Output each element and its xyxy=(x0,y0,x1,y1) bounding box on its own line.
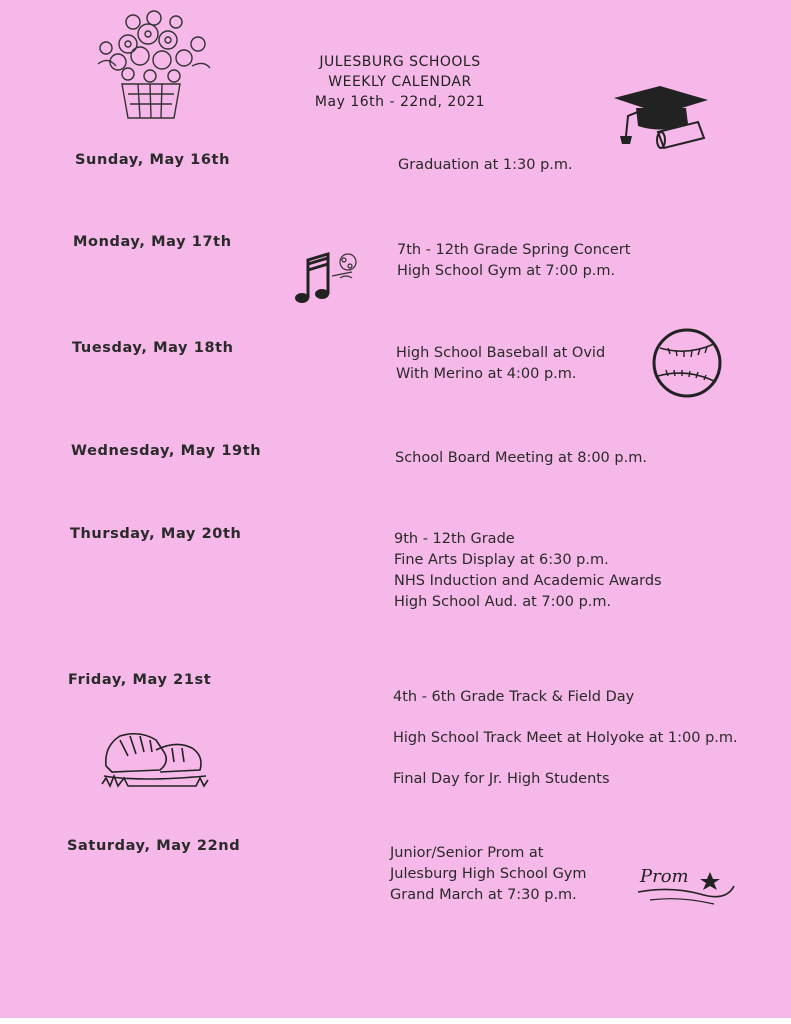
event-line: High School Aud. at 7:00 p.m. xyxy=(394,594,612,610)
flower-basket-icon xyxy=(88,4,218,122)
events-friday xyxy=(393,677,738,800)
events-wednesday xyxy=(395,448,647,469)
graduation-cap-icon xyxy=(608,82,712,154)
event-line: 7th - 12th Grade Spring Concert xyxy=(397,242,631,258)
event-line: With Merino at 4:00 p.m. xyxy=(396,366,577,382)
event-line: School Board Meeting at 8:00 p.m. xyxy=(395,450,647,466)
event-line: Graduation at 1:30 p.m. xyxy=(398,157,573,173)
running-shoes-icon xyxy=(100,726,212,790)
music-note-icon xyxy=(292,248,362,310)
prom-logo-icon xyxy=(630,852,738,910)
event-line: Fine Arts Display at 6:30 p.m. xyxy=(394,552,609,568)
day-label-wednesday: Wednesday, May 19th xyxy=(71,443,262,459)
events-monday xyxy=(397,240,630,282)
page-edge xyxy=(0,1018,791,1024)
prom-logo-text: Prom xyxy=(640,866,689,887)
day-label-monday: Monday, May 17th xyxy=(73,234,232,250)
baseball-icon xyxy=(650,326,724,400)
day-label-saturday: Saturday, May 22nd xyxy=(67,838,241,854)
school-name: JULESBURG SCHOOLS xyxy=(319,54,481,70)
date-range: May 16th - 22nd, 2021 xyxy=(314,94,486,110)
event-line: Julesburg High School Gym xyxy=(390,866,587,882)
event-line: 4th - 6th Grade Track & Field Day xyxy=(393,689,635,705)
event-line: Junior/Senior Prom at xyxy=(390,845,544,861)
event-line: NHS Induction and Academic Awards xyxy=(394,573,662,589)
day-label-tuesday: Tuesday, May 18th xyxy=(72,340,234,356)
event-line: High School Track Meet at Holyoke at 1:00 p.m. xyxy=(393,730,738,746)
day-label-sunday: Sunday, May 16th xyxy=(75,152,230,168)
events-thursday xyxy=(394,529,662,613)
day-label-thursday: Thursday, May 20th xyxy=(70,526,242,542)
event-line: 9th - 12th Grade xyxy=(394,531,515,547)
events-sunday xyxy=(398,155,573,176)
event-line: High School Baseball at Ovid xyxy=(396,345,606,361)
event-line: High School Gym at 7:00 p.m. xyxy=(397,263,616,279)
events-tuesday xyxy=(396,343,605,385)
event-line: Grand March at 7:30 p.m. xyxy=(390,887,577,903)
calendar-title: WEEKLY CALENDAR xyxy=(328,74,472,90)
day-label-friday: Friday, May 21st xyxy=(68,672,212,688)
calendar-header xyxy=(260,52,540,112)
event-line: Final Day for Jr. High Students xyxy=(393,771,610,787)
events-saturday xyxy=(390,843,587,906)
